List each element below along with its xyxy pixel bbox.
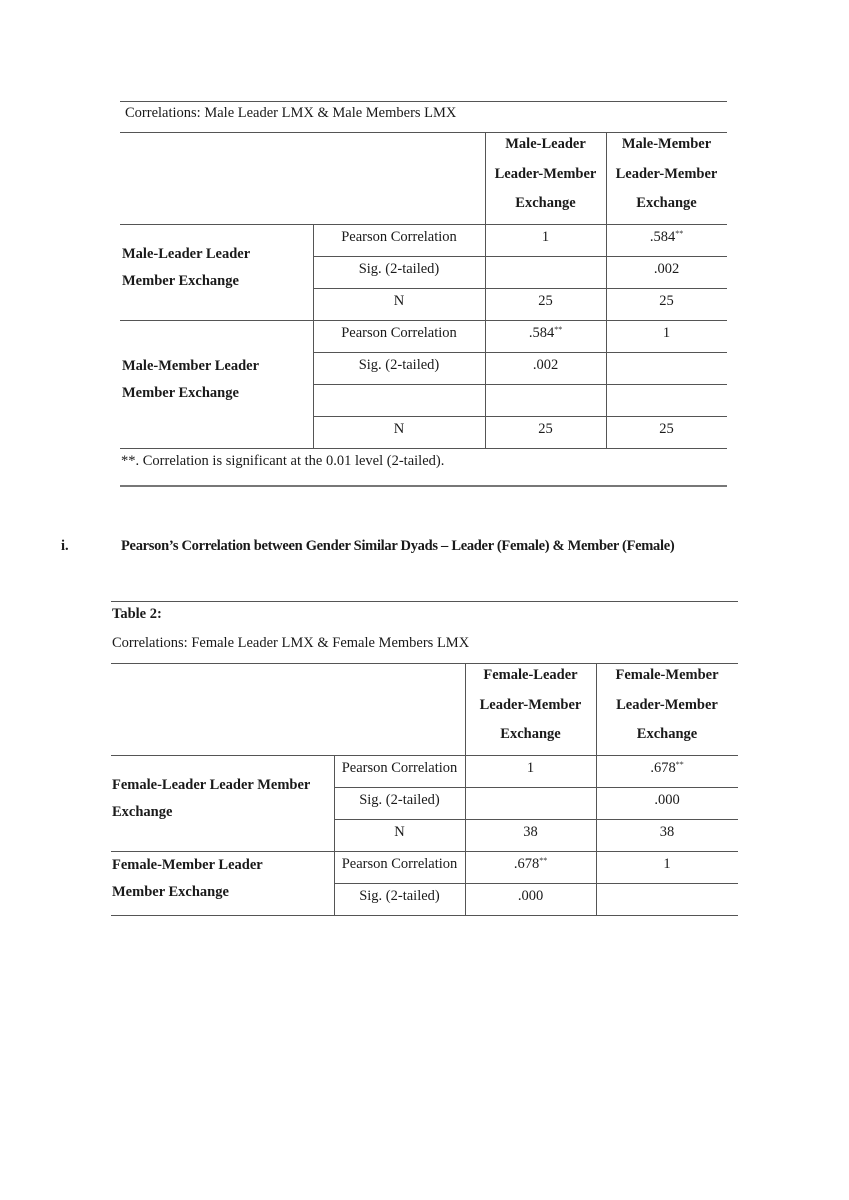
table-2-title: Table 2: — [112, 606, 162, 622]
value-cell — [606, 229, 727, 245]
table-2-caption: Correlations: Female Leader LMX & Female Members LMX — [112, 635, 470, 651]
table-1-footnote: **. Correlation is significant at the 0.01 level (2-tailed). — [121, 453, 445, 469]
row-group-label-female-member — [112, 852, 263, 906]
label-line: Member Exchange — [122, 273, 239, 289]
section-heading: Pearson’s Correlation between Gender Similar Dyads – Leader (Female) & Member (Female) — [121, 538, 675, 554]
row-group-label-male-member — [122, 353, 259, 407]
value-cell — [485, 325, 606, 341]
significance-mark: ** — [539, 856, 548, 865]
value: 1 — [541, 229, 550, 245]
stat-label: N — [394, 824, 405, 840]
value-cell — [596, 760, 738, 776]
header-line: Male-Leader — [505, 136, 586, 152]
value-cell — [596, 856, 738, 872]
row-group-label-male-leader — [122, 241, 250, 295]
header-line: Leader-Member — [616, 696, 718, 713]
column-header-male-leader — [485, 130, 606, 219]
stat-label: Pearson Correlation — [341, 229, 457, 245]
label-line: Female-Member Leader — [112, 857, 263, 873]
stat-label: Sig. (2-tailed) — [359, 888, 440, 904]
header-line: Female-Member — [615, 667, 719, 683]
significance-mark: ** — [675, 229, 684, 238]
label-line: Member Exchange — [122, 385, 239, 401]
value-cell: .000 — [517, 888, 544, 904]
stat-label: Pearson Correlation — [341, 325, 457, 341]
label-line: Member Exchange — [112, 884, 229, 900]
value-cell — [485, 229, 606, 245]
value: 1 — [526, 760, 535, 776]
row-rule — [334, 883, 738, 884]
header-line: Female-Leader — [483, 667, 578, 683]
row-rule — [120, 224, 727, 225]
header-line: Male-Member — [621, 136, 712, 152]
value: .584 — [649, 229, 676, 245]
value-cell: .002 — [653, 261, 680, 277]
header-line: Exchange — [500, 726, 561, 742]
stat-label: Pearson Correlation — [341, 856, 458, 872]
column-header-male-member — [606, 130, 727, 219]
row-rule — [120, 320, 727, 321]
header-line: Exchange — [636, 195, 697, 211]
significance-mark: ** — [675, 760, 684, 769]
value-cell — [465, 760, 596, 776]
value-cell: 25 — [538, 421, 553, 437]
row-rule — [111, 755, 738, 756]
column-header-female-member — [596, 661, 738, 750]
row-rule — [111, 915, 738, 916]
row-group-label-female-leader — [112, 772, 310, 826]
column-header-female-leader — [465, 661, 596, 750]
value-cell: 25 — [659, 421, 674, 437]
label-line: Male-Leader Leader — [122, 246, 251, 262]
row-rule — [120, 448, 727, 449]
value: .678 — [650, 760, 676, 776]
header-line: Leader-Member — [479, 696, 582, 713]
section-number: i. — [61, 538, 69, 554]
value-cell — [606, 325, 727, 341]
label-line: Exchange — [112, 804, 173, 820]
header-line: Exchange — [636, 726, 698, 742]
value: .678 — [513, 856, 540, 872]
stat-label: Sig. (2-tailed) — [358, 357, 440, 373]
row-rule — [334, 787, 738, 788]
label-line: Female-Leader Leader Member — [112, 777, 311, 793]
row-rule — [313, 256, 727, 257]
header-line: Leader-Member — [615, 165, 718, 182]
table-1-bottom-rule — [120, 485, 727, 487]
value-cell: .002 — [532, 357, 559, 373]
stat-label: Sig. (2-tailed) — [359, 792, 440, 808]
stat-label: Pearson Correlation — [341, 760, 458, 776]
row-rule — [313, 352, 727, 353]
stat-label: N — [393, 293, 405, 309]
row-rule — [313, 384, 727, 385]
header-line: Exchange — [515, 195, 576, 211]
value: .584 — [528, 325, 555, 341]
row-rule — [334, 819, 738, 820]
value-cell: 25 — [659, 293, 674, 309]
value-cell — [465, 856, 596, 872]
value-cell: 38 — [523, 824, 538, 840]
value-cell: .000 — [654, 792, 680, 808]
value: 1 — [663, 856, 671, 872]
value-cell: 38 — [659, 824, 675, 840]
significance-mark: ** — [554, 325, 563, 334]
header-line: Leader-Member — [494, 165, 597, 182]
value: 1 — [662, 325, 671, 341]
stat-label: Sig. (2-tailed) — [358, 261, 440, 277]
stat-label: N — [393, 421, 405, 437]
table-2-top-rule — [111, 601, 738, 602]
value-cell: 25 — [538, 293, 553, 309]
row-rule — [313, 288, 727, 289]
row-rule — [313, 416, 727, 417]
table-1-top-rule — [120, 101, 727, 102]
label-line: Male-Member Leader — [122, 358, 260, 374]
table-1-caption: Correlations: Male Leader LMX & Male Members LMX — [125, 105, 457, 121]
